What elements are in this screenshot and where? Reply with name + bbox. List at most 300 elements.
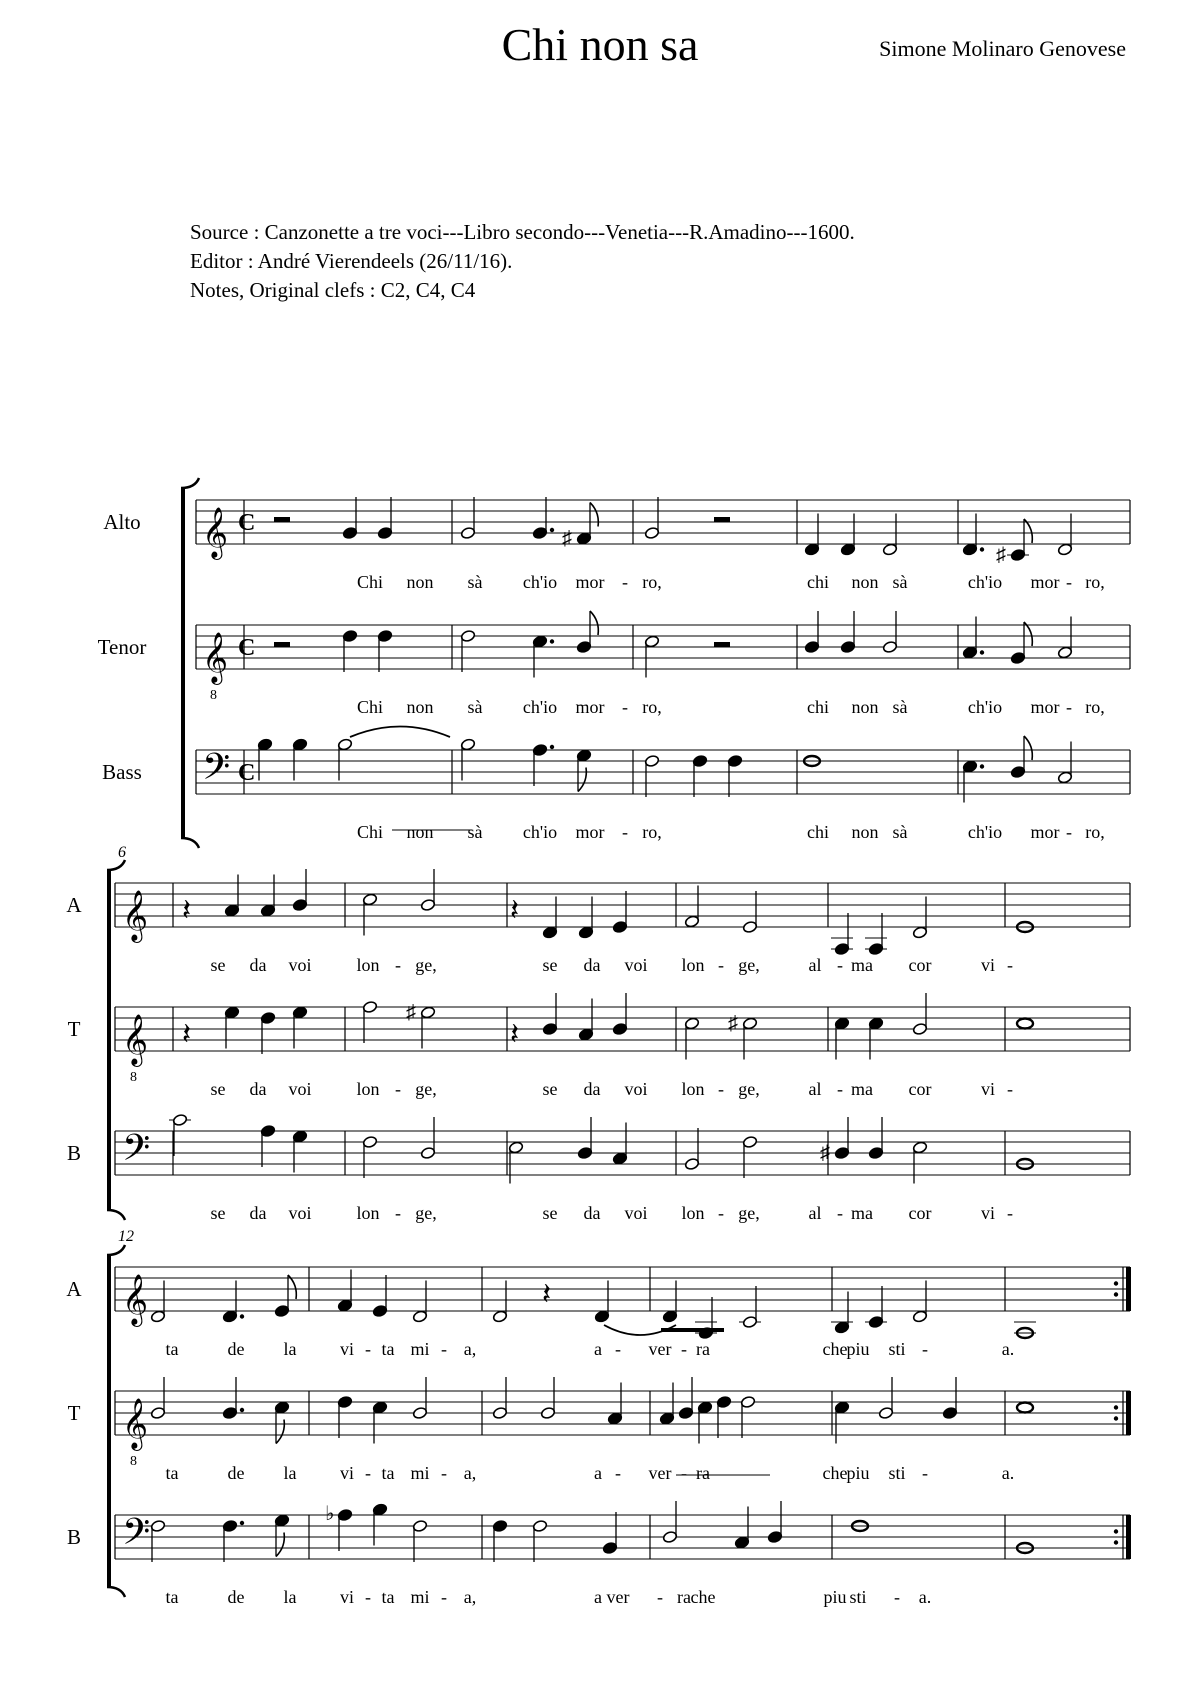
note	[804, 611, 819, 654]
lyric-syllable: mor	[1030, 822, 1060, 842]
lyric-syllable: Chi	[356, 572, 384, 592]
lyric-syllable: mor	[1030, 697, 1060, 717]
bass-clef-icon: 𝄢	[122, 1128, 151, 1177]
lyric-syllable: ta	[381, 1339, 395, 1359]
half-rest	[714, 517, 730, 522]
editor-line: Editor : André Vierendeels (26/11/16).	[190, 249, 513, 273]
lyric-syllable: ch'io	[522, 697, 558, 717]
lyric-syllable: -	[837, 1203, 843, 1223]
note	[740, 1395, 755, 1438]
lyric-syllable: -	[922, 1339, 928, 1359]
augmentation-dot	[550, 528, 554, 532]
repeat-dot	[1114, 1540, 1118, 1544]
note	[372, 1503, 387, 1546]
lyric-syllable: vi	[980, 1079, 996, 1099]
note	[662, 1501, 677, 1544]
repeat-dot	[1114, 1416, 1118, 1420]
note	[362, 1000, 377, 1043]
lyric-syllable: ch'io	[967, 822, 1003, 842]
note	[169, 1113, 191, 1156]
note	[865, 913, 887, 956]
lyric-syllable: a	[594, 1463, 602, 1483]
note	[372, 1275, 387, 1318]
lyric-syllable: mi	[410, 1339, 430, 1359]
lyric-syllable: piu	[846, 1339, 870, 1359]
final-barline	[1126, 1391, 1131, 1435]
lyric-syllable: se	[210, 1079, 226, 1099]
lyric-syllable: cor	[908, 1079, 932, 1099]
note	[420, 869, 435, 912]
note	[678, 1377, 693, 1420]
note	[644, 497, 659, 540]
lyric-syllable: -	[365, 1339, 371, 1359]
note	[612, 891, 627, 934]
lyric-syllable: ta	[381, 1463, 395, 1483]
lyric-syllable: -	[1007, 1203, 1013, 1223]
repeat-dot	[1114, 1405, 1118, 1409]
note	[644, 754, 659, 797]
lyric-syllable: ch'io	[967, 572, 1003, 592]
lyric-syllable: sà	[892, 822, 908, 842]
lyric-syllable: non	[851, 697, 879, 717]
lyric-syllable: ge,	[738, 955, 760, 975]
lyric-syllable: vi	[339, 1587, 355, 1607]
note	[542, 897, 557, 940]
lyric-syllable: piu	[823, 1587, 847, 1607]
lyric-syllable: -	[718, 1203, 724, 1223]
lyric-syllable: -	[1066, 697, 1072, 717]
lyric-syllable: sà	[467, 572, 483, 592]
lyric-syllable: ver	[606, 1587, 630, 1607]
note	[697, 1401, 712, 1444]
note	[576, 749, 591, 792]
lyric-syllable: ver	[648, 1463, 672, 1483]
note	[274, 1514, 289, 1557]
lyric-syllable: lon	[356, 1079, 380, 1099]
lyric-syllable: ra	[677, 1587, 691, 1607]
lyric-syllable: -	[837, 1079, 843, 1099]
note	[337, 738, 352, 781]
note	[1007, 519, 1032, 562]
note	[695, 1297, 717, 1340]
lyric-syllable: vi	[339, 1463, 355, 1483]
lyric-syllable: ch'io	[522, 572, 558, 592]
lyric-syllable: al	[808, 1203, 822, 1223]
note	[1017, 1403, 1033, 1413]
lyric-syllable: de	[227, 1463, 245, 1483]
lyric-syllable: da	[249, 955, 267, 975]
lyric-syllable: lon	[681, 1079, 705, 1099]
lyric-syllable: se	[542, 1203, 558, 1223]
note-flag	[1024, 736, 1032, 760]
lyric-syllable: vi	[980, 955, 996, 975]
note	[742, 891, 757, 934]
lyric-syllable: voi	[288, 1203, 312, 1223]
note	[577, 1117, 592, 1160]
note	[362, 893, 377, 936]
treble-clef-icon: 𝄞	[122, 1399, 149, 1448]
lyric-syllable: chi	[807, 697, 829, 717]
lyric-syllable: -	[395, 1203, 401, 1223]
lyric-syllable: vi	[980, 1203, 996, 1223]
octave-marker: 8	[130, 1454, 137, 1469]
lyric-syllable: -	[657, 1587, 663, 1607]
voice-label: B	[66, 1141, 82, 1165]
note	[224, 875, 239, 918]
treble-clef-icon: 𝄞	[202, 508, 229, 557]
augmentation-dot	[240, 1521, 244, 1525]
lyric-syllable: -	[622, 822, 628, 842]
voice-label: A	[66, 1277, 82, 1301]
time-signature: C	[238, 635, 256, 661]
note	[420, 1117, 435, 1160]
lyric-syllable: a.	[918, 1587, 932, 1607]
lyric-syllable: ro,	[1085, 572, 1105, 592]
note	[578, 999, 593, 1042]
lyric-syllable: ta	[381, 1587, 395, 1607]
lyric-syllable: ch'io	[522, 822, 558, 842]
lyric-syllable: ta	[165, 1339, 179, 1359]
note	[420, 1006, 435, 1049]
note	[492, 1519, 507, 1562]
note	[1057, 514, 1072, 557]
note-flag	[578, 768, 586, 792]
voice-label: T	[67, 1401, 81, 1425]
note	[342, 629, 357, 672]
lyric-syllable: -	[1007, 1079, 1013, 1099]
note	[594, 1281, 609, 1324]
lyric-syllable: ma	[851, 1079, 873, 1099]
note-flag	[590, 503, 598, 527]
lyric-syllable: -	[894, 1587, 900, 1607]
note	[767, 1501, 782, 1544]
half-rest	[274, 517, 290, 522]
lyric-syllable: ver	[648, 1339, 672, 1359]
measure-number: 12	[118, 1228, 134, 1245]
lyric-syllable: ge,	[415, 1203, 437, 1223]
note	[834, 1401, 849, 1444]
lyric-syllable: al	[808, 1079, 822, 1099]
note	[362, 1135, 377, 1178]
note	[942, 1377, 957, 1420]
note	[734, 1507, 749, 1550]
lyric-syllable: ro,	[642, 697, 662, 717]
lyric-syllable: -	[837, 955, 843, 975]
note	[412, 1281, 427, 1324]
treble-clef-icon: 𝄞	[122, 891, 149, 940]
lyric-syllable: ch'io	[967, 697, 1003, 717]
lyric-syllable: chi	[807, 822, 829, 842]
lyric-syllable: ro,	[1085, 822, 1105, 842]
note-flag	[276, 1533, 284, 1557]
lyric-syllable: ta	[165, 1463, 179, 1483]
note	[716, 1395, 731, 1438]
repeat-dot	[1114, 1529, 1118, 1533]
lyric-syllable: non	[406, 822, 434, 842]
lyric-syllable: -	[395, 1079, 401, 1099]
note	[222, 1281, 244, 1324]
note-flag	[276, 1420, 284, 1444]
lyric-syllable: la	[283, 1463, 297, 1483]
note	[150, 1377, 165, 1420]
lyric-syllable: che	[822, 1463, 848, 1483]
note	[602, 1512, 617, 1555]
note	[742, 1135, 757, 1178]
lyric-syllable: ma	[851, 1203, 873, 1223]
lyric-syllable: sti	[888, 1339, 906, 1359]
bracket-bottom-hook	[107, 1587, 125, 1597]
lyric-syllable: voi	[288, 955, 312, 975]
lyric-syllable: lon	[681, 955, 705, 975]
treble-clef-icon: 𝄞	[122, 1275, 149, 1324]
lyric-syllable: vi	[339, 1339, 355, 1359]
lyric-syllable: ma	[851, 955, 873, 975]
note	[684, 1128, 699, 1171]
note	[962, 760, 984, 803]
notes-line: Notes, Original clefs : C2, C4, C4	[190, 278, 476, 302]
note-flag	[1024, 622, 1032, 646]
note	[412, 1377, 427, 1420]
octave-marker: 8	[130, 1070, 137, 1085]
lyric-syllable: a,	[463, 1463, 477, 1483]
note	[739, 1286, 761, 1329]
lyric-syllable: ge,	[738, 1203, 760, 1223]
score-title: Chi non sa	[501, 19, 699, 70]
lyric-syllable: mor	[575, 697, 605, 717]
note	[727, 754, 742, 797]
lyric-syllable: -	[718, 1079, 724, 1099]
augmentation-dot	[550, 745, 554, 749]
note	[540, 1377, 555, 1420]
note	[804, 514, 819, 557]
lyric-syllable: de	[227, 1339, 245, 1359]
note	[578, 897, 593, 940]
note	[684, 1017, 699, 1060]
lyric-syllable: -	[1066, 572, 1072, 592]
lyric-syllable: -	[441, 1463, 447, 1483]
note	[692, 754, 707, 797]
lyric-syllable: -	[718, 955, 724, 975]
augmentation-dot	[240, 1408, 244, 1412]
final-barline	[1126, 1267, 1131, 1311]
note	[831, 913, 853, 956]
note	[659, 1383, 674, 1426]
half-rest	[274, 642, 290, 647]
octave-marker: 8	[210, 688, 217, 703]
note	[337, 1395, 352, 1438]
lyric-syllable: -	[441, 1339, 447, 1359]
lyric-syllable: sà	[467, 822, 483, 842]
lyric-syllable: non	[851, 572, 879, 592]
note	[912, 1281, 927, 1324]
lyric-syllable: Chi	[356, 697, 384, 717]
lyric-syllable: ra	[696, 1463, 710, 1483]
note	[460, 738, 475, 781]
note	[912, 993, 927, 1036]
final-barline	[1126, 1515, 1131, 1559]
flat-accidental: ♭	[325, 1503, 335, 1525]
note	[865, 1286, 887, 1329]
lyric-syllable: se	[210, 955, 226, 975]
repeat-dot	[1114, 1281, 1118, 1285]
lyric-syllable: non	[851, 822, 879, 842]
lyric-syllable: ta	[165, 1587, 179, 1607]
note	[460, 629, 475, 672]
note	[292, 869, 307, 912]
quarter-rest: 𝄽	[182, 894, 192, 927]
note	[260, 1011, 275, 1054]
lyric-syllable: piu	[846, 1463, 870, 1483]
lyric-syllable: de	[227, 1587, 245, 1607]
voice-label: Alto	[103, 510, 141, 534]
note	[1057, 742, 1072, 785]
note	[662, 1281, 677, 1324]
note	[372, 1401, 387, 1444]
lyric-syllable: al	[808, 955, 822, 975]
lyric-syllable: -	[1066, 822, 1072, 842]
lyric-syllable: a,	[463, 1587, 477, 1607]
note	[257, 738, 272, 781]
note	[644, 635, 659, 678]
lyric-syllable: sà	[467, 697, 483, 717]
treble-clef-icon: 𝄞	[122, 1015, 149, 1064]
voice-label: Bass	[102, 760, 142, 784]
lyric-syllable: se	[542, 955, 558, 975]
note	[912, 897, 927, 940]
lyric-syllable: -	[441, 1587, 447, 1607]
lyric-syllable: mor	[575, 822, 605, 842]
note-beam	[661, 1328, 724, 1332]
lyric-syllable: se	[542, 1079, 558, 1099]
lyric-syllable: -	[365, 1463, 371, 1483]
lyric-syllable: ge,	[415, 955, 437, 975]
note	[962, 617, 984, 660]
note	[576, 503, 598, 546]
voice-label: B	[66, 1525, 82, 1549]
lyric-syllable: ra	[696, 1339, 710, 1359]
lyric-syllable: sti	[888, 1463, 906, 1483]
note	[962, 514, 984, 557]
note	[742, 1017, 757, 1060]
lyric-syllable: da	[249, 1203, 267, 1223]
note	[508, 1141, 523, 1184]
sharp-accidental: ♯	[728, 1012, 738, 1035]
lyric-syllable: Chi	[356, 822, 384, 842]
augmentation-dot	[980, 547, 984, 551]
lyric-syllable: -	[615, 1339, 621, 1359]
lyric-syllable: da	[249, 1079, 267, 1099]
time-signature: C	[238, 510, 256, 536]
note	[882, 611, 897, 654]
note-flag	[1024, 519, 1032, 543]
lyric-syllable: non	[406, 697, 434, 717]
augmentation-dot	[980, 764, 984, 768]
lyric-syllable: mor	[575, 572, 605, 592]
quarter-rest: 𝄽	[510, 1018, 520, 1051]
note	[260, 875, 275, 918]
note	[607, 1383, 622, 1426]
note	[834, 1017, 849, 1060]
note	[150, 1519, 165, 1562]
sharp-accidental: ♯	[562, 527, 572, 550]
quarter-rest: 𝄽	[542, 1278, 552, 1311]
repeat-dot	[1114, 1292, 1118, 1296]
lyric-syllable: sà	[892, 572, 908, 592]
note	[834, 1117, 849, 1160]
lyric-syllable: che	[690, 1587, 716, 1607]
augmentation-dot	[550, 639, 554, 643]
note	[684, 886, 699, 929]
lyric-syllable: la	[283, 1587, 297, 1607]
note	[542, 993, 557, 1036]
lyric-syllable: -	[681, 1463, 687, 1483]
lyric-syllable: non	[406, 572, 434, 592]
bass-clef-icon: 𝄢	[122, 1512, 151, 1561]
note	[412, 1519, 427, 1562]
note	[868, 1017, 883, 1060]
bracket-top-hook	[107, 1245, 125, 1255]
lyric-syllable: -	[365, 1587, 371, 1607]
voice-label: T	[67, 1017, 81, 1041]
composer-name: Simone Molinaro Genovese	[879, 36, 1126, 61]
note	[337, 1270, 352, 1313]
lyric-syllable: mor	[1030, 572, 1060, 592]
note	[260, 1124, 275, 1167]
note	[612, 1123, 627, 1166]
lyric-syllable: -	[681, 1339, 687, 1359]
lyric-syllable: cor	[908, 955, 932, 975]
lyric-syllable: da	[583, 1079, 601, 1099]
note	[274, 1401, 289, 1444]
note	[840, 514, 855, 557]
half-rest	[714, 642, 730, 647]
lyric-syllable: -	[1007, 955, 1013, 975]
note	[1017, 1019, 1033, 1029]
note	[532, 635, 554, 678]
note	[612, 993, 627, 1036]
lyric-syllable: voi	[624, 955, 648, 975]
time-signature: C	[238, 760, 256, 786]
note	[831, 1292, 853, 1335]
quarter-rest: 𝄽	[182, 1018, 192, 1051]
bass-clef-icon: 𝄢	[202, 747, 231, 796]
lyric-syllable: che	[822, 1339, 848, 1359]
note-flag	[288, 1275, 296, 1299]
lyric-syllable: lon	[356, 955, 380, 975]
bracket-top-hook	[181, 478, 199, 488]
lyric-syllable: voi	[624, 1079, 648, 1099]
lyric-syllable: -	[615, 1463, 621, 1483]
lyric-syllable: -	[622, 697, 628, 717]
lyric-syllable: sti	[849, 1587, 867, 1607]
lyric-syllable: sà	[892, 697, 908, 717]
sharp-accidental: ♯	[996, 544, 1006, 566]
lyric-syllable: a	[594, 1339, 602, 1359]
voice-label: Tenor	[97, 635, 147, 659]
lyric-syllable: cor	[908, 1203, 932, 1223]
lyric-syllable: a.	[1001, 1339, 1015, 1359]
lyric-syllable: da	[583, 955, 601, 975]
note	[292, 1130, 307, 1173]
augmentation-dot	[240, 1314, 244, 1318]
note	[377, 629, 392, 672]
whole-notehead	[1017, 1019, 1033, 1029]
lyric-syllable: ge,	[738, 1079, 760, 1099]
lyric-syllable: da	[583, 1203, 601, 1223]
measure-number: 6	[118, 844, 126, 861]
note	[377, 497, 392, 540]
note	[342, 497, 357, 540]
